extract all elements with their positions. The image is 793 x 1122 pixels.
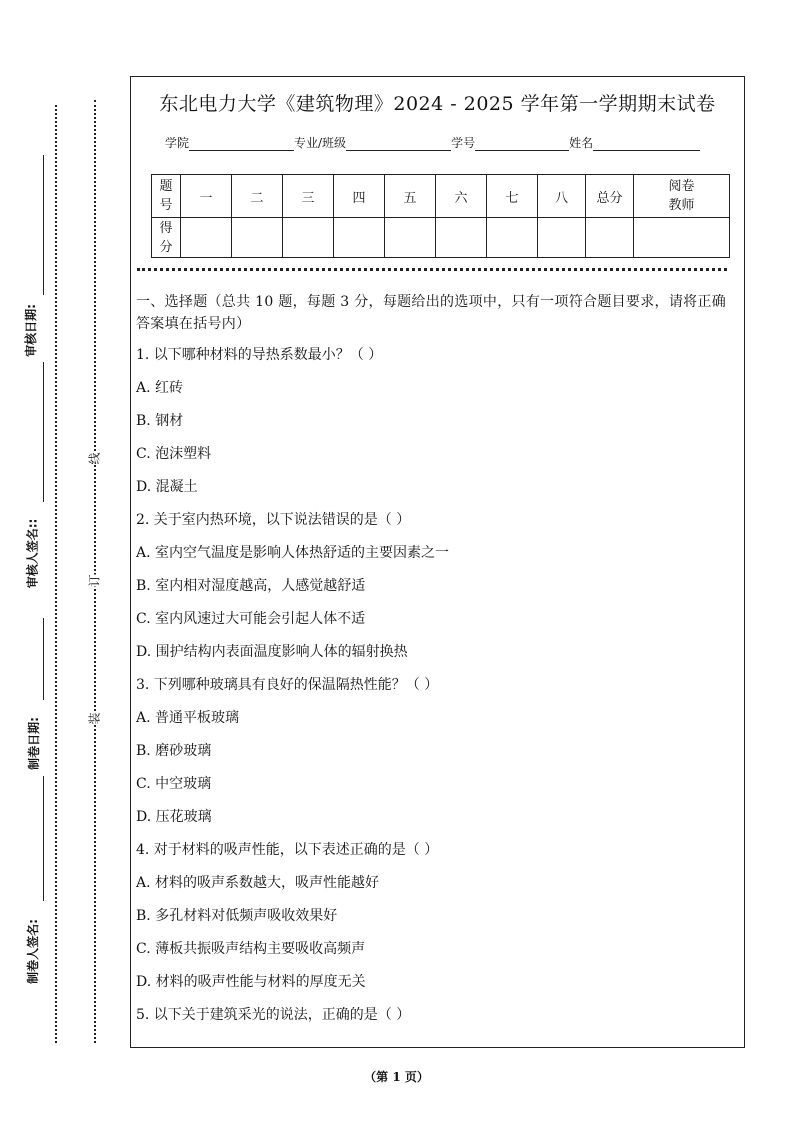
score-table-header-label: 题号 xyxy=(152,175,181,218)
prep-signature-label: 制卷人签名: xyxy=(25,919,40,984)
score-col-header: 一 xyxy=(181,175,232,218)
question-stem: 2. 关于室内热环境，以下说法错误的是（ ） xyxy=(136,512,411,528)
dotted-separator xyxy=(137,268,727,271)
college-label: 学院 xyxy=(165,136,190,150)
reviewer-signature-line xyxy=(43,362,44,502)
score-col-header: 总分 xyxy=(586,175,634,218)
exam-title: 东北电力大学《建筑物理》2024 - 2025 学年第一学期期末试卷 xyxy=(159,93,716,115)
score-table xyxy=(151,174,730,258)
score-cell[interactable] xyxy=(634,218,730,258)
score-cell[interactable] xyxy=(586,218,634,258)
score-col-header: 六 xyxy=(436,175,487,218)
score-col-header: 三 xyxy=(283,175,334,218)
question-stem: 5. 以下关于建筑采光的说法，正确的是（ ） xyxy=(136,1007,411,1023)
reviewer-signature-label: 审核人签名:: xyxy=(25,518,40,589)
student-id-label: 学号 xyxy=(451,136,476,150)
question-stem: 1. 以下哪种材料的导热系数最小？（ ） xyxy=(136,347,383,363)
option: A. 材料的吸声系数越大，吸声性能越好 xyxy=(136,875,380,891)
score-col-header: 七 xyxy=(487,175,538,218)
option: C. 室内风速过大可能会引起人体不适 xyxy=(136,611,366,627)
score-col-header: 二 xyxy=(232,175,283,218)
exam-content xyxy=(136,291,734,1032)
exam-frame xyxy=(130,76,745,1048)
option: A. 普通平板玻璃 xyxy=(136,710,240,726)
score-cell[interactable] xyxy=(232,218,283,258)
prep-date-label: 制卷日期: xyxy=(26,717,41,770)
college-field[interactable] xyxy=(189,137,294,151)
option: D. 材料的吸声性能与材料的厚度无关 xyxy=(136,974,366,990)
question-stem: 4. 对于材料的吸声性能，以下表述正确的是（ ） xyxy=(136,842,439,858)
option: A. 室内空气温度是影响人体热舒适的主要因素之一 xyxy=(136,545,450,561)
prep-signature-line xyxy=(43,776,44,901)
review-date-line xyxy=(43,155,44,295)
option: C. 泡沫塑料 xyxy=(136,446,212,462)
review-date-label: 审核日期: xyxy=(23,304,38,357)
score-cell[interactable] xyxy=(181,218,232,258)
option: B. 钢材 xyxy=(136,413,184,429)
score-table-score-label: 得分 xyxy=(152,218,181,258)
option: C. 中空玻璃 xyxy=(136,776,212,792)
option: C. 薄板共振吸声结构主要吸收高频声 xyxy=(136,941,366,957)
binding-mount-char: 装 xyxy=(87,712,102,725)
cut-line-inner xyxy=(94,100,96,1043)
score-cell[interactable] xyxy=(283,218,334,258)
score-col-header: 四 xyxy=(334,175,385,218)
option: B. 室内相对湿度越高，人感觉越舒适 xyxy=(136,578,366,594)
option: B. 磨砂玻璃 xyxy=(136,743,212,759)
option: B. 多孔材料对低频声吸收效果好 xyxy=(136,908,338,924)
score-col-header: 阅卷教师 xyxy=(634,175,730,218)
score-cell[interactable] xyxy=(487,218,538,258)
binding-order-char: 订 xyxy=(87,574,102,587)
binding-line-char: 线 xyxy=(87,452,102,465)
major-label: 专业/班级 xyxy=(294,136,347,150)
score-col-header: 八 xyxy=(538,175,586,218)
question-stem: 3. 下列哪种玻璃具有良好的保温隔热性能？（ ） xyxy=(136,677,439,693)
option: D. 围护结构内表面温度影响人体的辐射换热 xyxy=(136,644,408,660)
score-cell[interactable] xyxy=(538,218,586,258)
option: A. 红砖 xyxy=(136,380,184,396)
section-heading: 一、选择题（总共 10 题，每题 3 分，每题给出的选项中，只有一项符合题目要求，请将正确答案填在括号内） xyxy=(136,294,727,332)
score-col-header: 五 xyxy=(385,175,436,218)
prep-date-line xyxy=(43,618,44,700)
name-field[interactable] xyxy=(593,137,700,151)
score-cell[interactable] xyxy=(385,218,436,258)
option: D. 混凝土 xyxy=(136,479,198,495)
score-cell[interactable] xyxy=(436,218,487,258)
cut-line-outer xyxy=(55,105,57,1043)
score-cell[interactable] xyxy=(334,218,385,258)
page-number: （第 1 页） xyxy=(364,1070,429,1084)
major-field[interactable] xyxy=(346,137,451,151)
option: D. 压花玻璃 xyxy=(136,809,212,825)
student-info-row xyxy=(165,134,700,151)
student-id-field[interactable] xyxy=(475,137,569,151)
name-label: 姓名 xyxy=(569,136,594,150)
